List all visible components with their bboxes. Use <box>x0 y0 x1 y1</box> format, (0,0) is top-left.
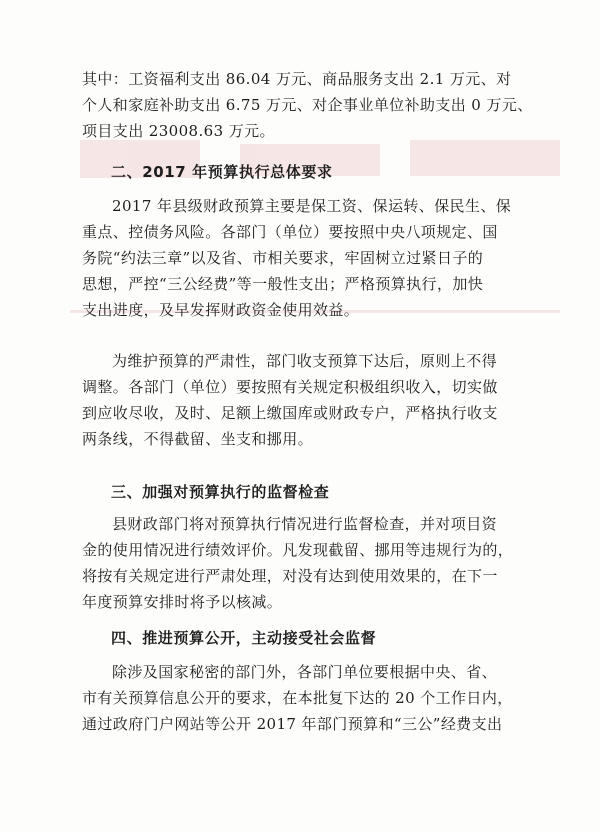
paragraph-line: 将按有关规定进行严肃处理，对没有达到使用效果的，在下一 <box>82 567 498 585</box>
intro-line: 个人和家庭补助支出 6.75 万元、对企事业单位补助支出 0 万元、 <box>82 96 533 114</box>
paragraph-line: 思想，严控“三公经费”等一般性支出；严格预算执行，加快 <box>82 275 484 293</box>
paragraph-line: 务院“约法三章”以及省、市相关要求，牢固树立过紧日子的 <box>82 249 484 267</box>
paragraph-line: 2017 年县级财政预算主要是保工资、保运转、保民生、保 <box>112 197 512 215</box>
paragraph-line: 县财政部门将对预算执行情况进行监督检查，并对项目资 <box>112 515 498 533</box>
paragraph-line: 通过政府门户网站等公开 2017 年部门预算和“三公”经费支出 <box>82 715 503 733</box>
paragraph-line: 年度预算安排时将予以核减。 <box>82 593 283 611</box>
paragraph-line: 除涉及国家秘密的部门外，各部门单位要根据中央、省、 <box>112 663 498 681</box>
paragraph-line: 支出进度，及早发挥财政资金使用效益。 <box>82 301 360 319</box>
section-2-paragraph-2 <box>82 348 518 452</box>
section-heading-budget-execution-requirements: 二、2017 年预算执行总体要求 <box>111 163 333 181</box>
paragraph-line: 两条线，不得截留、坐支和挪用。 <box>82 430 314 448</box>
paragraph-line: 金的使用情况进行绩效评价。凡发现截留、挪用等违规行为的， <box>82 541 514 559</box>
section-heading-budget-disclosure: 四、推进预算公开，主动接受社会监督 <box>111 629 377 647</box>
section-heading-supervision: 三、加强对预算执行的监督检查 <box>111 483 330 501</box>
intro-line: 其中：工资福利支出 86.04 万元、商品服务支出 2.1 万元、对 <box>82 70 512 88</box>
paragraph-line: 调整。各部门（单位）要按照有关规定积极组织收入，切实做 <box>82 378 498 396</box>
paragraph-line: 到应收尽收，及时、足额上缴国库或财政专户，严格执行收支 <box>82 404 498 422</box>
section-3-paragraph-1 <box>82 511 518 615</box>
section-2-paragraph-1 <box>82 193 518 323</box>
paragraph-line: 重点、控债务风险。各部门（单位）要按照中央八项规定、国 <box>82 223 498 241</box>
intro-paragraph <box>82 66 533 144</box>
section-4-paragraph-1 <box>82 659 518 737</box>
paragraph-line: 为维护预算的严肃性，部门收支预算下达后，原则上不得 <box>112 352 498 370</box>
intro-line: 项目支出 23008.63 万元。 <box>82 122 275 140</box>
paragraph-line: 市有关预算信息公开的要求，在本批复下达的 20 个工作日内， <box>82 689 513 707</box>
